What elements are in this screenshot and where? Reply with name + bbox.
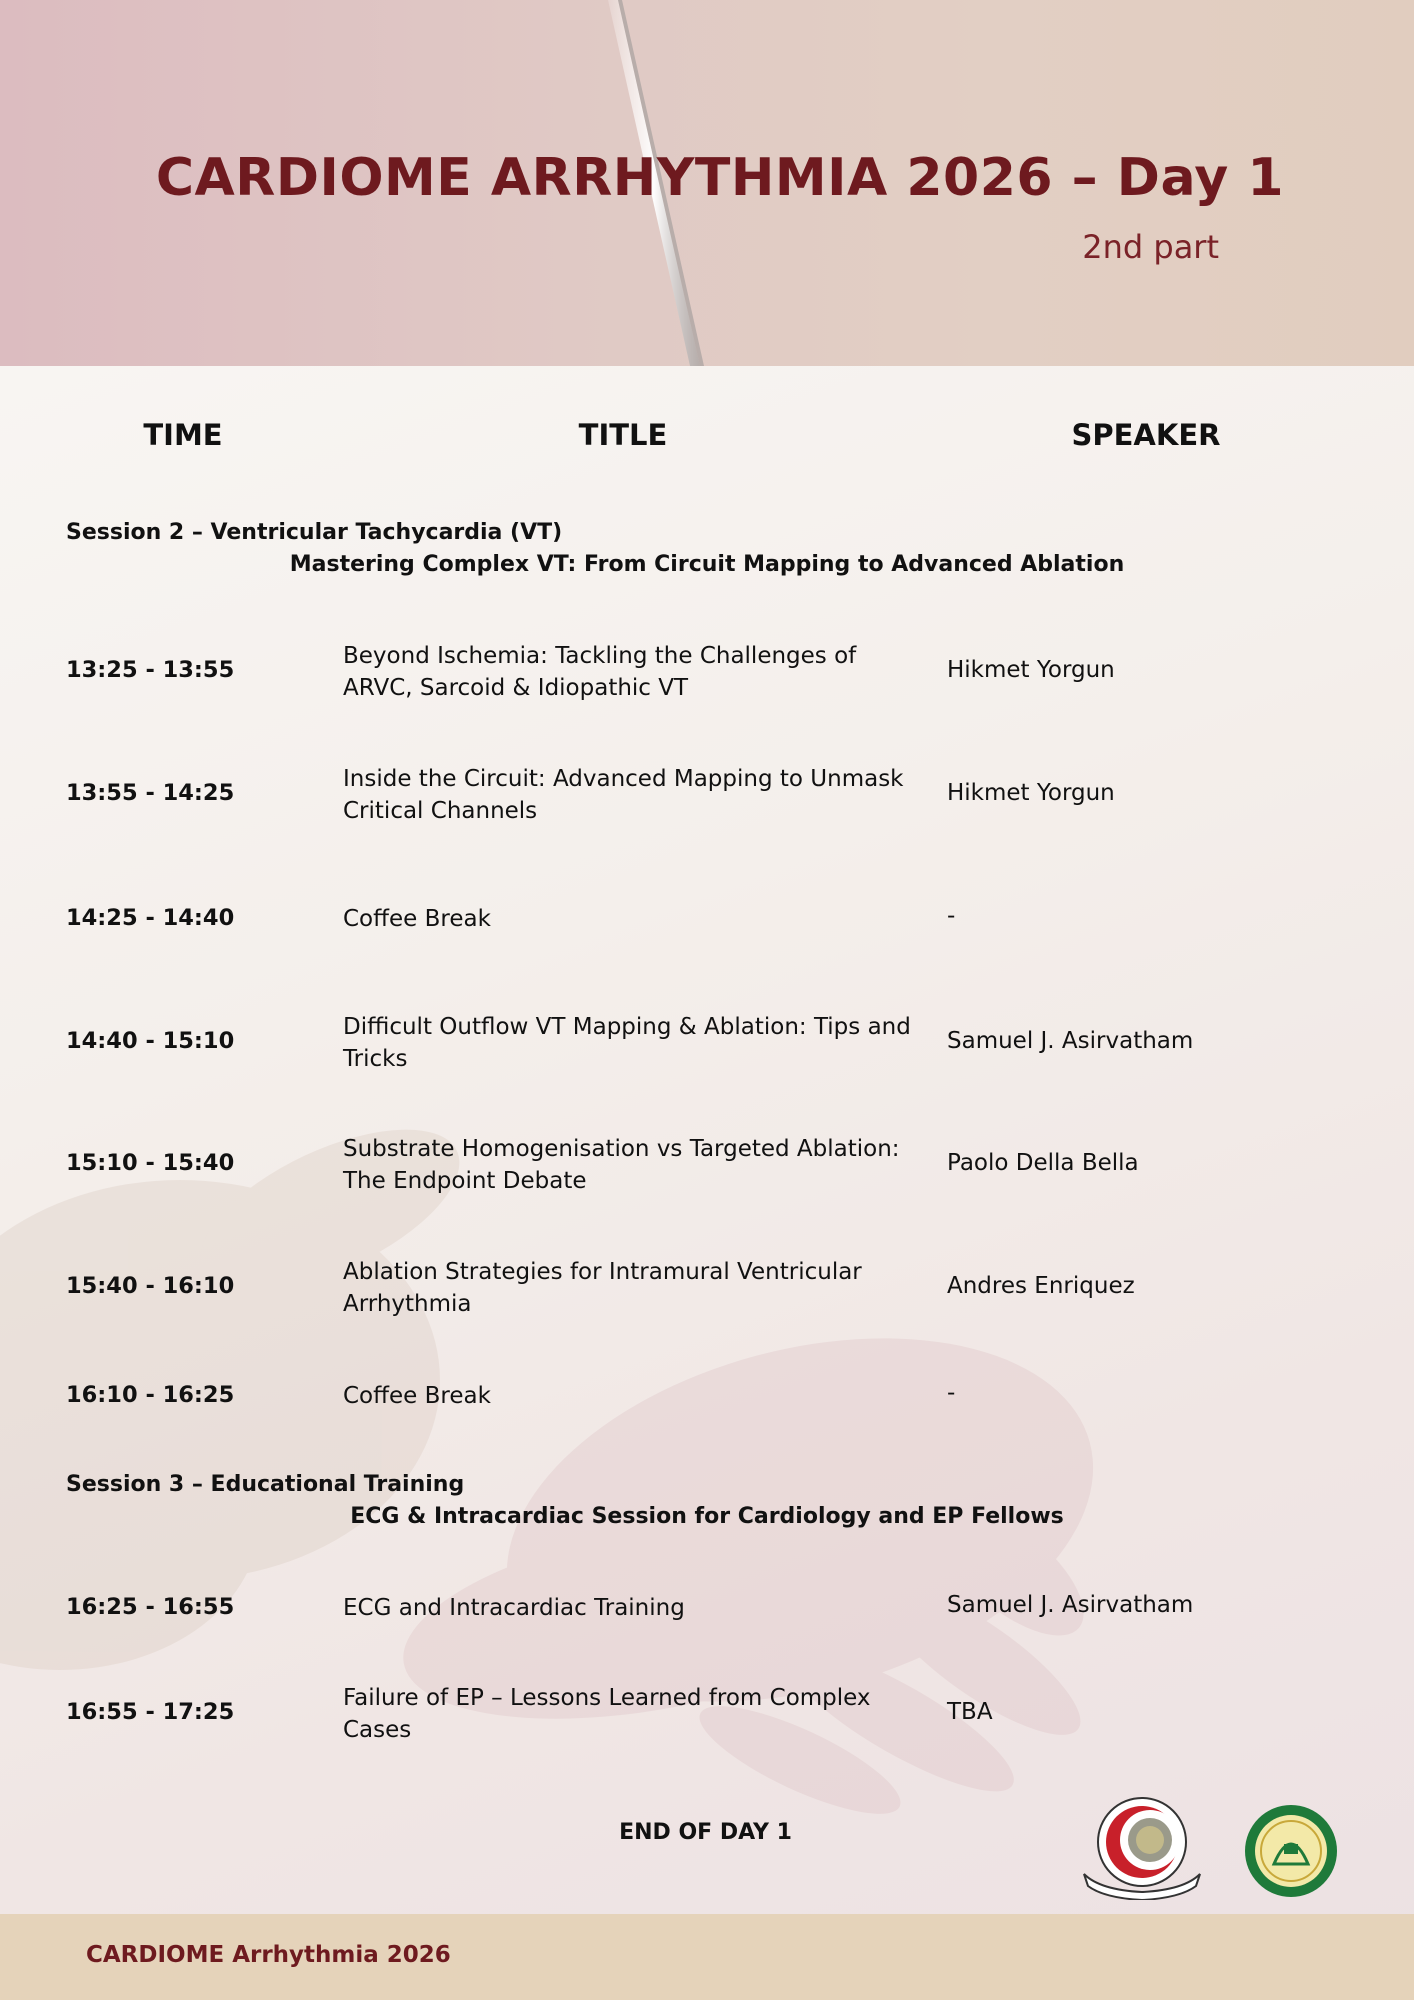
row-time: 16:55 - 17:25: [66, 1699, 235, 1725]
row-time: 15:40 - 16:10: [66, 1273, 235, 1299]
national-guard-logo-icon: [1080, 1796, 1204, 1900]
row-time: 15:10 - 15:40: [66, 1150, 235, 1176]
page-subtitle: 2nd part: [1082, 228, 1219, 266]
session-3-heading: Session 3 – Educational Training: [66, 1472, 465, 1497]
row-time: 14:40 - 15:10: [66, 1028, 235, 1054]
table-row: [0, 1256, 1414, 1318]
row-title: Inside the Circuit: Advanced Mapping to Unmask Critical Channels: [343, 766, 904, 824]
footer-bar: [0, 1914, 1414, 2000]
table-row: [0, 1133, 1414, 1195]
page-title: CARDIOME ARRHYTHMIA 2026 – Day 1: [155, 148, 1285, 208]
row-time: 13:25 - 13:55: [66, 657, 235, 683]
row-title: ECG and Intracardiac Training: [343, 1595, 685, 1621]
university-seal-logo-icon: [1244, 1804, 1338, 1898]
row-speaker: Andres Enriquez: [947, 1273, 1135, 1299]
row-time: 13:55 - 14:25: [66, 780, 235, 806]
row-speaker: Samuel J. Asirvatham: [947, 1592, 1194, 1618]
row-speaker: -: [947, 903, 956, 929]
row-time: 14:25 - 14:40: [66, 905, 235, 931]
column-header-time: TIME: [143, 418, 223, 452]
row-speaker: Samuel J. Asirvatham: [947, 1028, 1194, 1054]
row-title: Ablation Strategies for Intramural Ventricular Arrhythmia: [343, 1259, 862, 1317]
table-row: [0, 1011, 1414, 1073]
footer-text: CARDIOME Arrhythmia 2026: [86, 1942, 451, 1968]
header-banner: [0, 0, 1414, 366]
row-speaker: Hikmet Yorgun: [947, 657, 1115, 683]
table-row: [0, 1682, 1414, 1744]
row-speaker: TBA: [947, 1699, 993, 1725]
row-title: Coffee Break: [343, 1383, 491, 1409]
row-title: Difficult Outflow VT Mapping & Ablation: Tips and Tricks: [343, 1014, 911, 1072]
row-title: Failure of EP – Lessons Learned from Complex Cases: [343, 1685, 871, 1743]
row-speaker: Paolo Della Bella: [947, 1150, 1139, 1176]
session-2-subheading: Mastering Complex VT: From Circuit Mapping to Advanced Ablation: [289, 552, 1125, 577]
row-time: 16:25 - 16:55: [66, 1594, 235, 1620]
end-of-day-label: END OF DAY 1: [619, 1820, 792, 1845]
column-header-speaker: SPEAKER: [1071, 418, 1221, 452]
table-row: [0, 903, 1414, 935]
table-row: [0, 640, 1414, 702]
row-speaker: Hikmet Yorgun: [947, 780, 1115, 806]
table-row: [0, 1380, 1414, 1412]
session-2-heading: Session 2 – Ventricular Tachycardia (VT): [66, 520, 563, 545]
row-title: Coffee Break: [343, 906, 491, 932]
table-row: [0, 763, 1414, 825]
row-title: Beyond Ischemia: Tackling the Challenges of ARVC, Sarcoid & Idiopathic VT: [343, 643, 857, 701]
column-header-title: TITLE: [578, 418, 668, 452]
row-title: Substrate Homogenisation vs Targeted Ablation: The Endpoint Debate: [343, 1136, 900, 1194]
table-row: [0, 1592, 1414, 1624]
row-speaker: -: [947, 1380, 956, 1406]
session-3-subheading: ECG & Intracardiac Session for Cardiology and EP Fellows: [350, 1504, 1064, 1529]
row-time: 16:10 - 16:25: [66, 1382, 235, 1408]
